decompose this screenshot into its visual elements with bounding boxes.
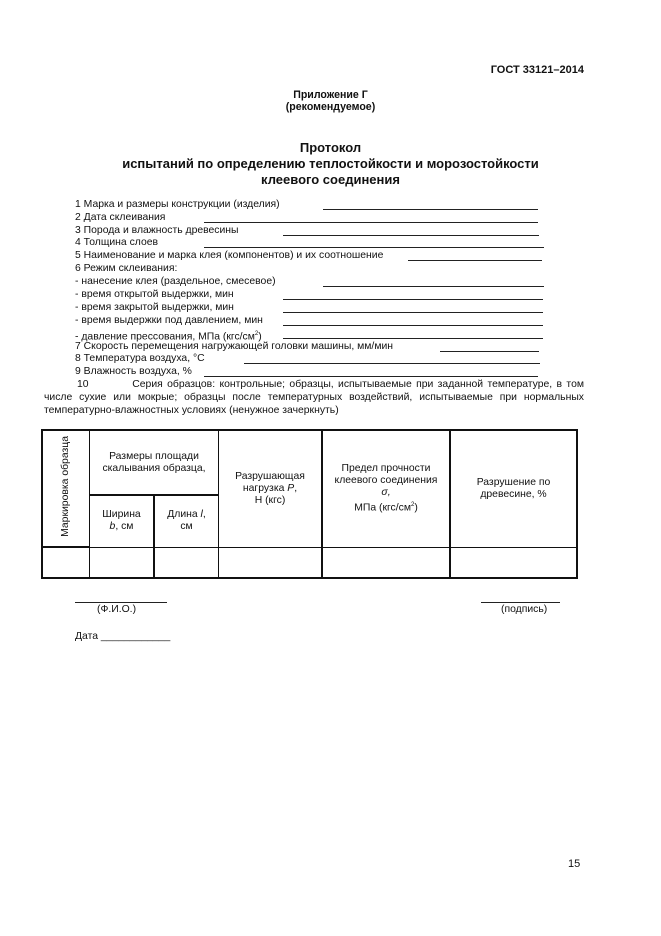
fill-line[interactable] <box>204 376 538 377</box>
table-cell[interactable] <box>219 547 323 578</box>
signature-line[interactable] <box>481 602 560 603</box>
item-text: Серия образцов: контрольные; образцы, испытываемые при заданной температуре, в том числе сухие или мокрые; образцы после температурных воздействий, испытываемые при нормальных температурно-влажностных условиях (ненужное зачеркнуть) <box>44 379 584 416</box>
fill-line[interactable] <box>323 286 544 287</box>
appendix-note: (рекомендуемое) <box>285 101 376 113</box>
fill-line[interactable] <box>408 260 542 261</box>
item-10 <box>44 378 584 417</box>
signature-label: (подпись) <box>501 604 548 615</box>
item-number: 10 <box>77 379 89 390</box>
header-text: Маркировка образца <box>60 436 71 537</box>
header-area: Размеры площади скалывания образца, <box>90 430 219 495</box>
fill-line[interactable] <box>283 235 539 236</box>
protocol-subtitle: клеевого соединения <box>261 172 400 187</box>
superscript: 2 <box>254 331 259 337</box>
field-label: 9 Влажность воздуха, % <box>75 366 192 377</box>
date-field[interactable]: Дата ____________ <box>75 631 171 642</box>
table-row <box>42 547 577 578</box>
fill-line[interactable] <box>283 325 543 326</box>
fill-line[interactable] <box>283 338 543 339</box>
field-text: - давление прессования, МПа (кгс/см <box>75 331 255 343</box>
field-label: - время выдержки под давлением, мин <box>75 315 263 326</box>
header-strength: Предел прочности клеевого соединения σ, МПа $(кгс/см^2)$ <box>322 430 450 547</box>
results-table <box>41 429 578 579</box>
field-label: 5 Наименование и марка клея (компонентов) и их соотношение <box>75 250 384 261</box>
name-line[interactable] <box>75 602 167 603</box>
field-label: 1 Марка и размеры конструкции (изделия) <box>75 199 280 210</box>
protocol-title: Протокол <box>299 140 362 155</box>
fill-line[interactable] <box>244 363 540 364</box>
field-label: 2 Дата склеивания <box>75 212 166 223</box>
fill-line[interactable] <box>204 247 544 248</box>
paren: ) <box>258 331 262 343</box>
fill-line[interactable] <box>440 351 539 352</box>
header-wood: Разрушение по древесине, % <box>450 430 577 547</box>
table-cell[interactable] <box>154 547 219 578</box>
field-label: - время закрытой выдержки, мин <box>75 302 234 313</box>
header-load: Разрушающая нагрузка P, Н (кгс) <box>219 430 323 547</box>
standard-number: ГОСТ 33121–2014 <box>490 64 584 76</box>
table-cell[interactable] <box>450 547 577 578</box>
page-number: 15 <box>568 858 581 870</box>
field-label: 7 Скорость перемещения нагружающей головки машины, мм/мин <box>75 341 394 352</box>
header-length: Длина l, см <box>154 495 219 547</box>
table-cell[interactable] <box>322 547 450 578</box>
table-cell[interactable] <box>42 547 90 578</box>
header-marking <box>42 430 90 547</box>
protocol-subtitle: испытаний по определению теплостойкости и морозостойкости <box>122 156 539 171</box>
field-label: 6 Режим склеивания: <box>75 263 178 274</box>
name-label: (Ф.И.О.) <box>97 604 137 615</box>
fill-line[interactable] <box>283 312 543 313</box>
header-width: Ширина b, см <box>90 495 155 547</box>
fill-line[interactable] <box>283 299 543 300</box>
field-label: - время открытой выдержки, мин <box>75 289 234 300</box>
field-label: 3 Порода и влажность древесины <box>75 225 239 236</box>
field-label: 8 Температура воздуха, °С <box>75 353 205 364</box>
appendix-title: Приложение Г <box>293 89 368 101</box>
field-label: - нанесение клея (раздельное, смесевое) <box>75 276 276 287</box>
fill-line[interactable] <box>323 209 538 210</box>
table-cell[interactable] <box>90 547 155 578</box>
fill-line[interactable] <box>204 222 538 223</box>
field-label: 4 Толщина слоев <box>75 237 159 248</box>
